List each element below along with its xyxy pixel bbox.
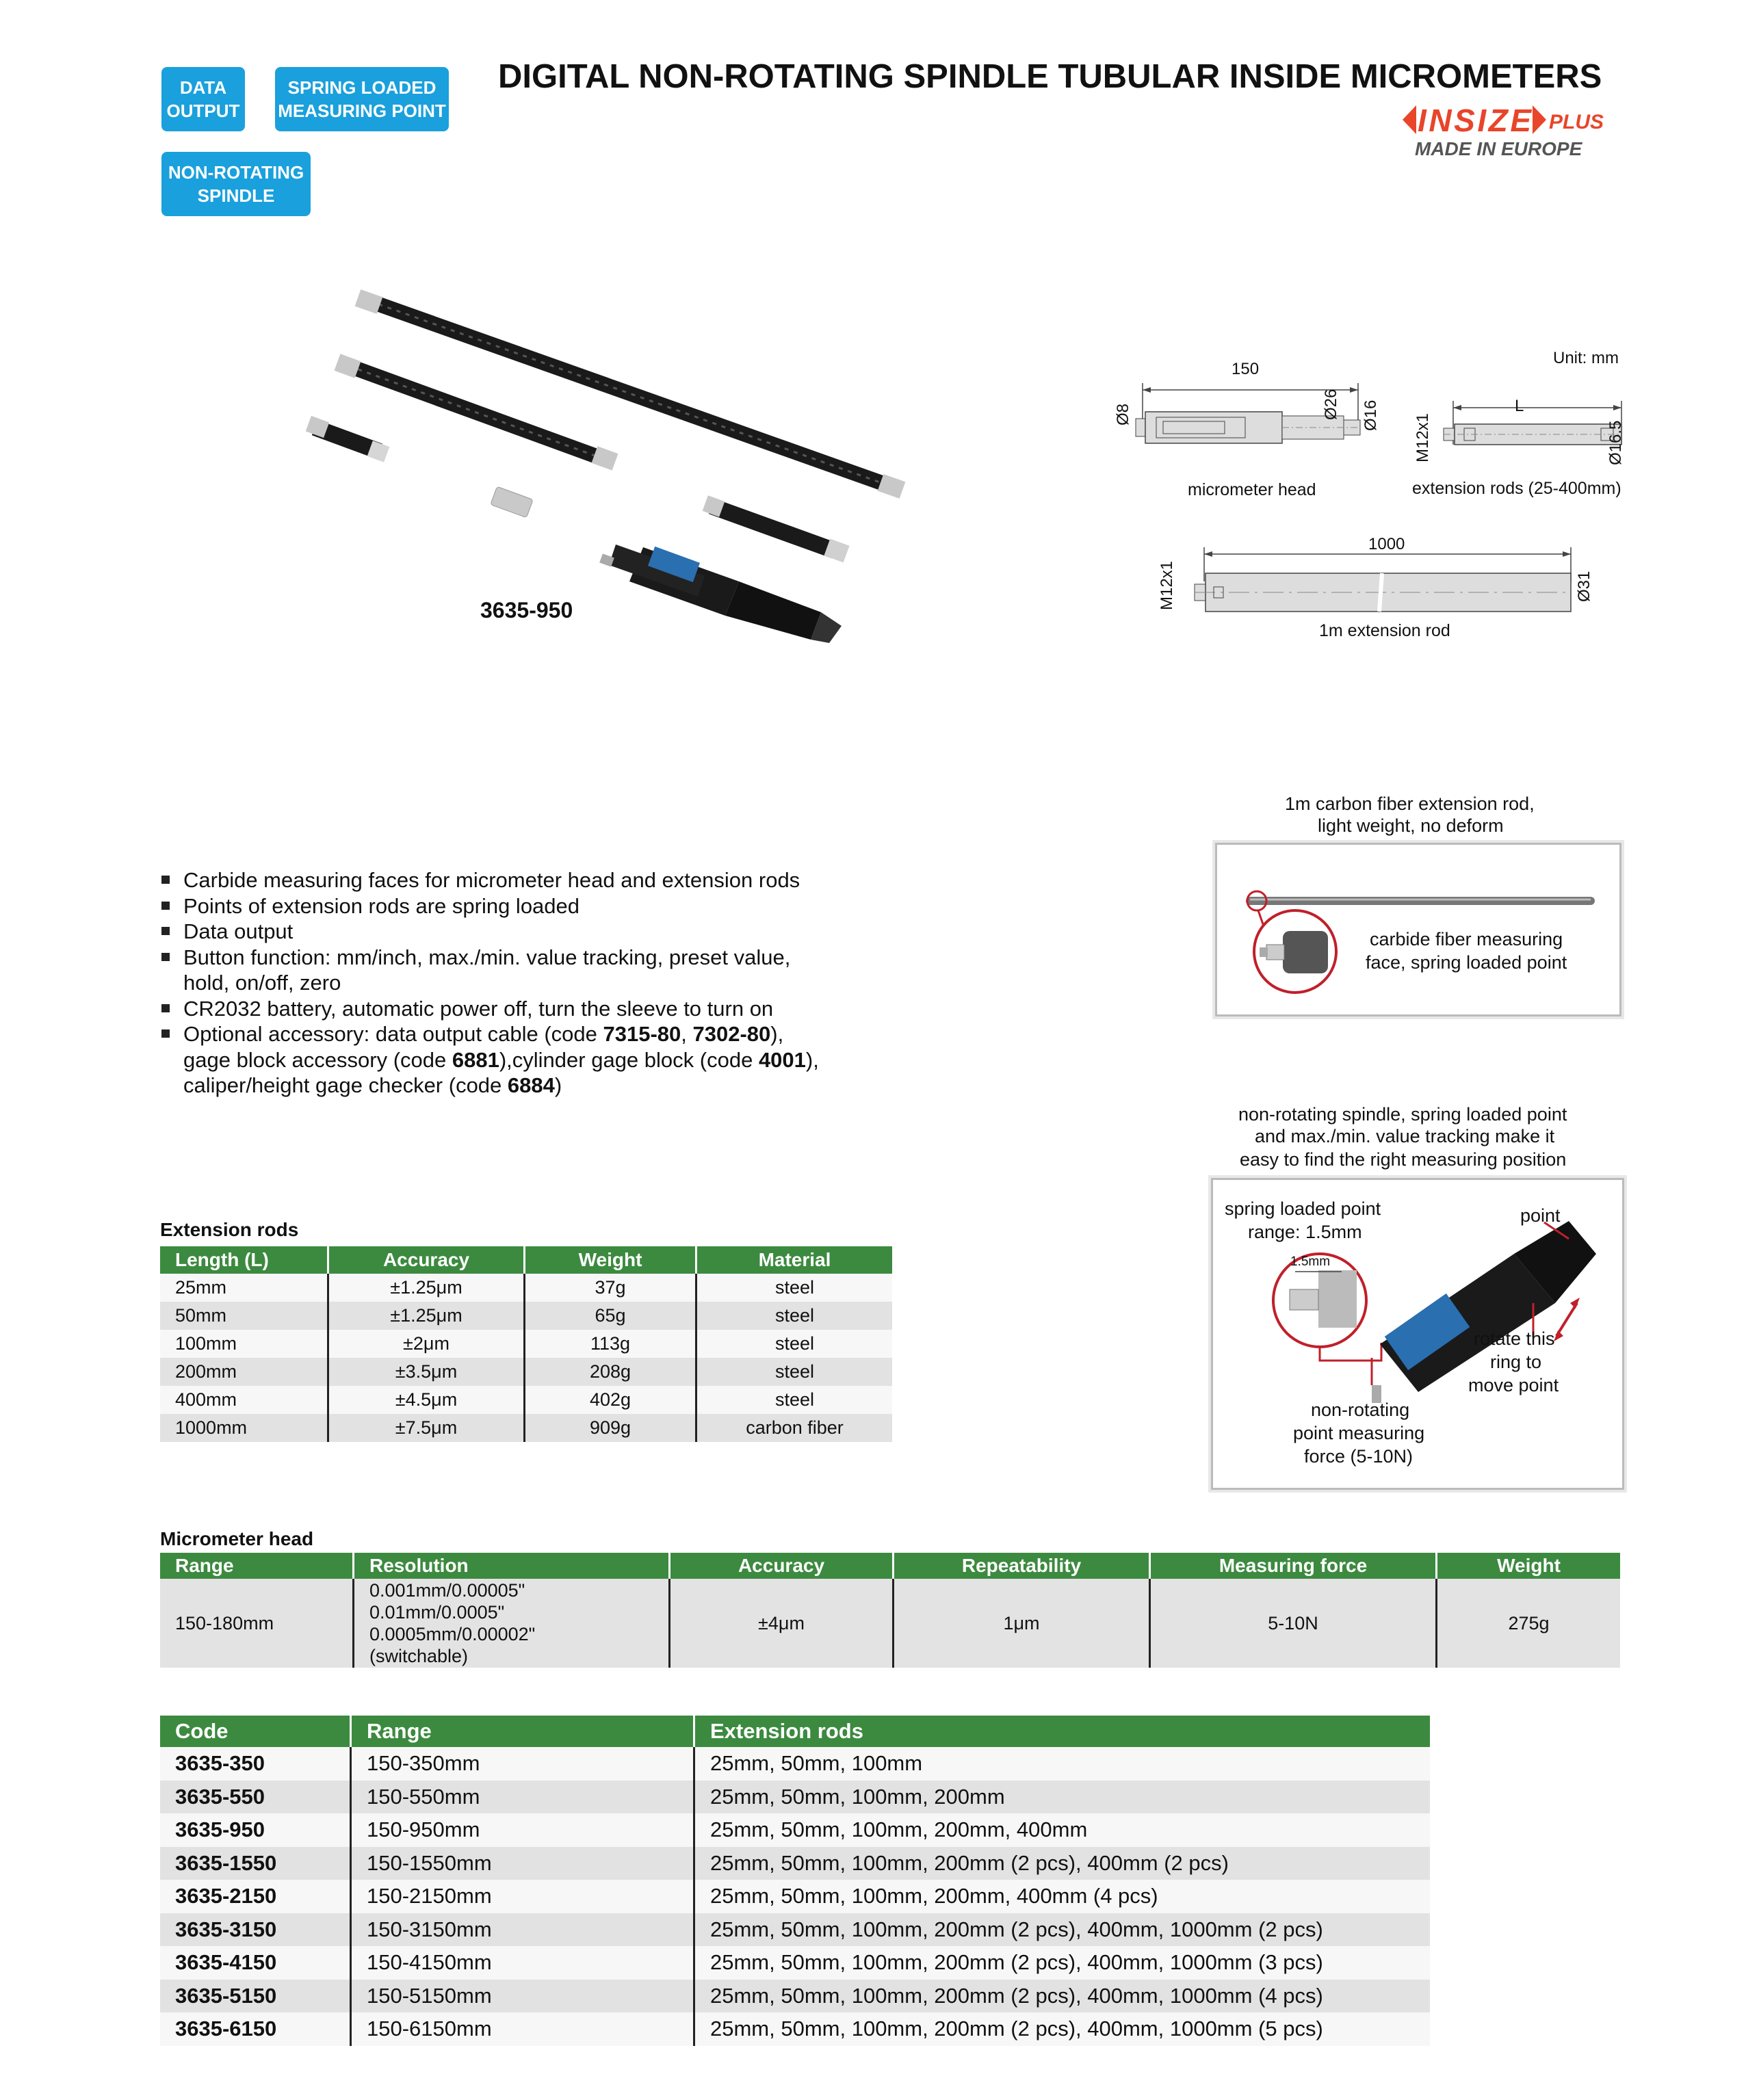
cell-weight: 909g: [525, 1414, 696, 1442]
col-accuracy: Accuracy: [670, 1553, 894, 1579]
table-row: [160, 1946, 1430, 1980]
cell-range: 150-4150mm: [351, 1946, 694, 1980]
resolution-line: 0.01mm/0.0005": [369, 1602, 505, 1623]
spindle-rotate-line1: rotate this: [1474, 1328, 1555, 1349]
cell-range: 150-6150mm: [351, 2012, 694, 2046]
cell-material: carbon fiber: [696, 1414, 893, 1442]
spindle-point-label: point: [1520, 1205, 1561, 1226]
table-row: [160, 1913, 1430, 1947]
cell-weight: 113g: [525, 1330, 696, 1358]
brand-name: INSIZE: [1418, 103, 1531, 138]
cell-material: steel: [696, 1386, 893, 1414]
cell-range: 150-5150mm: [351, 1980, 694, 2013]
micrometer-head-table: [160, 1553, 1620, 1668]
caption-extension-rods: extension rods (25-400mm): [1412, 479, 1621, 498]
rod-200-icon: [703, 495, 850, 562]
cell-code: 3635-550: [160, 1781, 351, 1814]
dim-1m-length: 1000: [1368, 535, 1405, 553]
cell-accuracy: ±4μm: [670, 1579, 894, 1668]
cell-accuracy: ±4.5μm: [328, 1386, 525, 1414]
dim-head-d26: Ø26: [1322, 389, 1340, 420]
accessory-text: gage block accessory (code: [183, 1047, 452, 1072]
table-row: [160, 1579, 1620, 1668]
rod-short-icon: [306, 416, 390, 462]
drawing-extension-rod: [1437, 390, 1628, 465]
badge-spring-loaded-line2: MEASURING POINT: [278, 101, 446, 121]
table-row: [160, 1847, 1430, 1880]
cell-range: 150-550mm: [351, 1781, 694, 1814]
cell-extension-rods: 25mm, 50mm, 100mm, 200mm (2 pcs), 400mm (2 pcs): [694, 1847, 1431, 1880]
table-row: [160, 1980, 1430, 2013]
cell-range: 150-950mm: [351, 1813, 694, 1847]
accessory-text: caliper/height gage checker (code: [183, 1073, 508, 1097]
logo-arrow-left-icon: [1403, 105, 1416, 134]
col-range: Range: [351, 1716, 694, 1747]
micrometer-head-label: Micrometer head: [160, 1528, 314, 1549]
made-in-europe: MADE IN EUROPE: [1415, 138, 1582, 159]
badge-non-rotating: [161, 152, 311, 216]
product-photo: [301, 280, 917, 650]
table-row: [160, 2012, 1430, 2046]
carbon-caption-line1: 1m carbon fiber extension rod,: [1285, 793, 1535, 814]
cell-length: 50mm: [160, 1302, 328, 1330]
spindle-caption-line1: non-rotating spindle, spring loaded point: [1238, 1104, 1567, 1125]
cell-accuracy: ±1.25μm: [328, 1274, 525, 1302]
badge-data-output-line1: DATA: [179, 77, 227, 98]
unit-label: Unit: mm: [1553, 349, 1619, 367]
caption-micrometer-head: micrometer head: [1188, 480, 1316, 499]
cell-code: 3635-350: [160, 1747, 351, 1781]
badge-spring-loaded: [275, 67, 449, 131]
spindle-caption-line3: easy to find the right measuring position: [1240, 1149, 1567, 1170]
spindle-caption-line2: and max./min. value tracking make it: [1255, 1126, 1555, 1146]
feature-item-continued: hold, on/off, zero: [183, 971, 341, 995]
table-row: [160, 1880, 1430, 1913]
cell-extension-rods: 25mm, 50mm, 100mm, 200mm, 400mm: [694, 1813, 1431, 1847]
col-range: Range: [160, 1553, 354, 1579]
dim-head-d8: Ø8: [1114, 403, 1132, 425]
page-title: DIGITAL NON-ROTATING SPINDLE TUBULAR INSIDE MICROMETERS: [498, 58, 1602, 95]
dim-1m-d: Ø31: [1575, 570, 1593, 602]
feature-item: Points of extension rods are spring loaded: [159, 893, 819, 919]
cell-extension-rods: 25mm, 50mm, 100mm: [694, 1747, 1431, 1781]
cell-weight: 65g: [525, 1302, 696, 1330]
feature-list: [159, 867, 819, 1099]
rod-coupling-icon: [491, 486, 533, 517]
cell-range: 150-180mm: [160, 1579, 354, 1668]
logo-arrow-right-icon: [1533, 105, 1546, 134]
col-weight: Weight: [525, 1246, 696, 1274]
spindle-range-line1: spring loaded point: [1225, 1198, 1381, 1219]
table-header-row: [160, 1716, 1430, 1747]
brand-plus: PLUS: [1549, 111, 1604, 133]
cell-length: 25mm: [160, 1274, 328, 1302]
table-row: [160, 1747, 1430, 1781]
cell-code: 3635-5150: [160, 1980, 351, 2013]
cell-length: 100mm: [160, 1330, 328, 1358]
col-resolution: Resolution: [354, 1553, 670, 1579]
cell-repeatability: 1μm: [894, 1579, 1150, 1668]
table-row: [160, 1813, 1430, 1847]
table-row: [160, 1386, 892, 1414]
cell-length: 1000mm: [160, 1414, 328, 1442]
spindle-force-line3: force (5-10N): [1304, 1446, 1413, 1467]
caption-1m-rod: 1m extension rod: [1319, 621, 1450, 640]
cell-code: 3635-3150: [160, 1913, 351, 1947]
accessory-text: ,: [681, 1022, 693, 1046]
dim-head-d16: Ø16: [1361, 399, 1380, 431]
cell-accuracy: ±3.5μm: [328, 1358, 525, 1386]
cell-extension-rods: 25mm, 50mm, 100mm, 200mm (2 pcs), 400mm, 1000mm (4 pcs): [694, 1980, 1431, 2013]
product-code-label: 3635-950: [480, 598, 573, 622]
feature-item: CR2032 battery, automatic power off, turn the sleeve to turn on: [159, 996, 819, 1022]
dim-rod-thread: M12x1: [1413, 412, 1432, 462]
table-row: [160, 1358, 892, 1386]
carbon-caption-line2: light weight, no deform: [1318, 815, 1504, 836]
col-extension-rods: Extension rods: [694, 1716, 1431, 1747]
cell-range: 150-2150mm: [351, 1880, 694, 1913]
cell-accuracy: ±1.25μm: [328, 1302, 525, 1330]
badge-non-rotating-line2: SPINDLE: [197, 185, 275, 206]
cell-resolution: [354, 1579, 670, 1668]
dim-head-length: 150: [1232, 360, 1260, 378]
dim-1m-thread: M12x1: [1158, 560, 1176, 610]
cell-accuracy: ±2μm: [328, 1330, 525, 1358]
dim-rod-length: L: [1515, 397, 1524, 415]
accessory-code: 4001: [758, 1047, 806, 1072]
badge-non-rotating-line1: NON-ROTATING: [168, 162, 304, 183]
cell-material: steel: [696, 1358, 893, 1386]
cell-extension-rods: 25mm, 50mm, 100mm, 200mm (2 pcs), 400mm, 1000mm (3 pcs): [694, 1946, 1431, 1980]
col-measuring-force: Measuring force: [1150, 1553, 1437, 1579]
cell-weight: 275g: [1437, 1579, 1621, 1668]
cell-material: steel: [696, 1302, 893, 1330]
dim-rod-d: Ø16.5: [1606, 420, 1625, 465]
carbon-inner-line1: carbide fiber measuring: [1370, 929, 1563, 949]
cell-weight: 208g: [525, 1358, 696, 1386]
cell-code: 3635-950: [160, 1813, 351, 1847]
spindle-force-line1: non-rotating: [1311, 1400, 1410, 1420]
table-header-row: [160, 1553, 1620, 1579]
col-weight: Weight: [1437, 1553, 1621, 1579]
spindle-force-line2: point measuring: [1293, 1423, 1425, 1443]
accessory-code: 6884: [507, 1073, 555, 1097]
brand-logo: [1403, 101, 1628, 138]
cell-weight: 37g: [525, 1274, 696, 1302]
feature-item: Data output: [159, 919, 819, 945]
accessory-code: 6881: [452, 1047, 499, 1072]
cell-extension-rods: 25mm, 50mm, 100mm, 200mm (2 pcs), 400mm, 1000mm (5 pcs): [694, 2012, 1431, 2046]
cell-extension-rods: 25mm, 50mm, 100mm, 200mm, 400mm (4 pcs): [694, 1880, 1431, 1913]
resolution-line: 0.0005mm/0.00002": [369, 1624, 536, 1644]
resolution-line: (switchable): [369, 1646, 469, 1666]
col-length: Length (L): [160, 1246, 328, 1274]
cell-measuring-force: 5-10N: [1150, 1579, 1437, 1668]
col-code: Code: [160, 1716, 351, 1747]
cell-code: 3635-4150: [160, 1946, 351, 1980]
feature-item: Button function: mm/inch, max./min. value tracking, preset value,: [159, 945, 819, 971]
table-row: [160, 1274, 892, 1302]
codes-table: [160, 1716, 1430, 2046]
cell-code: 3635-1550: [160, 1847, 351, 1880]
spindle-range-line2: range: 1.5mm: [1248, 1222, 1362, 1242]
spindle-range-small: 1.5mm: [1290, 1255, 1331, 1269]
table-row: [160, 1302, 892, 1330]
spindle-rotate-line2: ring to: [1490, 1352, 1542, 1372]
feature-item: Carbide measuring faces for micrometer head and extension rods: [159, 867, 819, 893]
cell-range: 150-3150mm: [351, 1913, 694, 1947]
resolution-line: 0.001mm/0.00005": [369, 1580, 525, 1601]
table-row: [160, 1781, 1430, 1814]
cell-material: steel: [696, 1274, 893, 1302]
cell-range: 150-350mm: [351, 1747, 694, 1781]
table-row: [160, 1414, 892, 1442]
accessory-text: ),: [770, 1022, 784, 1046]
cell-code: 3635-6150: [160, 2012, 351, 2046]
accessory-text: Optional accessory: data output cable (code: [183, 1022, 603, 1046]
cell-weight: 402g: [525, 1386, 696, 1414]
cell-material: steel: [696, 1330, 893, 1358]
accessory-code: 7302-80: [692, 1022, 771, 1046]
cell-accuracy: ±7.5μm: [328, 1414, 525, 1442]
accessory-code: 7315-80: [603, 1022, 681, 1046]
accessory-text: ),cylinder gage block (code: [499, 1047, 759, 1072]
extension-rods-table: [160, 1246, 892, 1442]
cell-extension-rods: 25mm, 50mm, 100mm, 200mm (2 pcs), 400mm, 1000mm (2 pcs): [694, 1913, 1431, 1947]
col-accuracy: Accuracy: [328, 1246, 525, 1274]
feature-item-accessory: [159, 1021, 819, 1099]
cell-length: 200mm: [160, 1358, 328, 1386]
cell-range: 150-1550mm: [351, 1847, 694, 1880]
carbon-inner-line2: face, spring loaded point: [1366, 952, 1567, 973]
micrometer-head-icon: [599, 544, 842, 643]
extension-rods-label: Extension rods: [160, 1219, 299, 1240]
accessory-text: ),: [805, 1047, 819, 1072]
col-material: Material: [696, 1246, 893, 1274]
table-row: [160, 1330, 892, 1358]
cell-code: 3635-2150: [160, 1880, 351, 1913]
badge-data-output-line2: OUTPUT: [166, 101, 240, 121]
spindle-rotate-line3: move point: [1468, 1375, 1559, 1395]
badge-spring-loaded-line1: SPRING LOADED: [287, 77, 436, 98]
table-header-row: [160, 1246, 892, 1274]
cell-length: 400mm: [160, 1386, 328, 1414]
cell-extension-rods: 25mm, 50mm, 100mm, 200mm: [694, 1781, 1431, 1814]
accessory-text: ): [554, 1073, 562, 1097]
col-repeatability: Repeatability: [894, 1553, 1150, 1579]
badge-data-output: [161, 67, 245, 131]
